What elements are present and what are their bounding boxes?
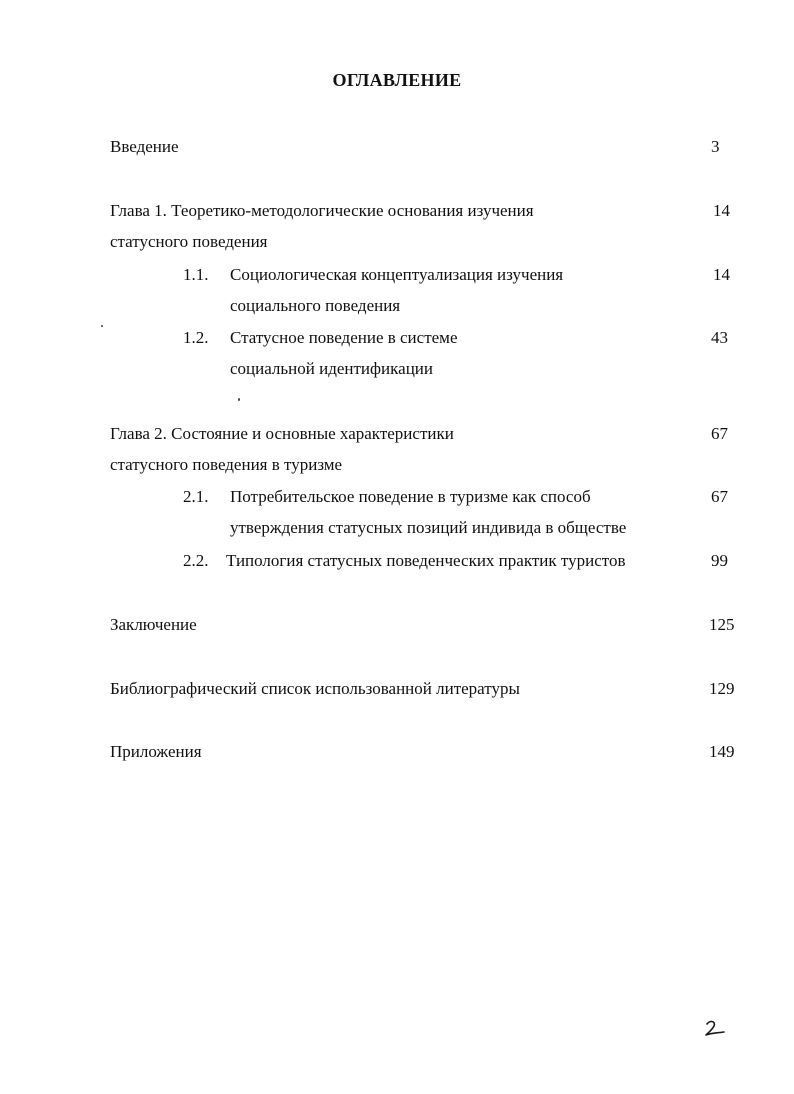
toc-entry-section-1-2-line-2: социальной идентификации [230,359,433,378]
toc-entry-section-1-1-line-1: Социологическая концептуализация изучения [230,265,564,284]
toc-page-chapter-2: 67 [711,424,728,443]
toc-page-intro: 3 [711,137,720,156]
toc-entry-section-2-2: Типология статусных поведенческих практик туристов [226,551,626,570]
toc-entry-chapter-1-line-1: Глава 1. Теоретико-методологические основания изучения [110,201,534,220]
toc-entry-section-2-1-line-2: утверждения статусных позиций индивида в обществе [230,518,627,537]
toc-entry-conclusion: Заключение [110,615,197,634]
toc-page-section-2-2: 99 [711,551,728,570]
toc-entry-section-1-2-line-1: Статусное поведение в системе [230,328,458,347]
toc-entry-chapter-2-line-1: Глава 2. Состояние и основные характеристики [110,424,454,443]
toc-entry-chapter-2-line-2: статусного поведения в туризме [110,455,343,474]
toc-entry-bibliography: Библиографический список использованной литературы [110,679,520,698]
toc-entry-section-1-1-line-2: социального поведения [230,296,401,315]
toc-section-number-1-2: 1.2. [183,328,209,347]
toc-entry-chapter-1-line-2: статусного поведения [110,232,268,251]
toc-page-section-2-1: 67 [711,487,728,506]
handwritten-page-number [702,1018,728,1040]
toc-section-number-2-1: 2.1. [183,487,209,506]
page-title: ОГЛАВЛЕНИЕ [332,70,462,90]
toc-entry-section-2-1-line-1: Потребительское поведение в туризме как способ [230,487,591,506]
toc-section-number-2-2: 2.2. [183,551,209,570]
toc-section-number-1-1: 1.1. [183,265,209,284]
toc-entry-intro: Введение [110,137,179,156]
toc-page-appendices: 149 [709,742,735,761]
toc-page-section-1-2: 43 [711,328,728,347]
toc-entry-appendices: Приложения [110,742,202,761]
scan-speck [101,325,103,327]
toc-page-chapter-1: 14 [713,201,730,220]
toc-page-bibliography: 129 [709,679,735,698]
toc-page-section-1-1: 14 [713,265,730,284]
toc-page-conclusion: 125 [709,615,735,634]
scan-speck [238,398,240,401]
